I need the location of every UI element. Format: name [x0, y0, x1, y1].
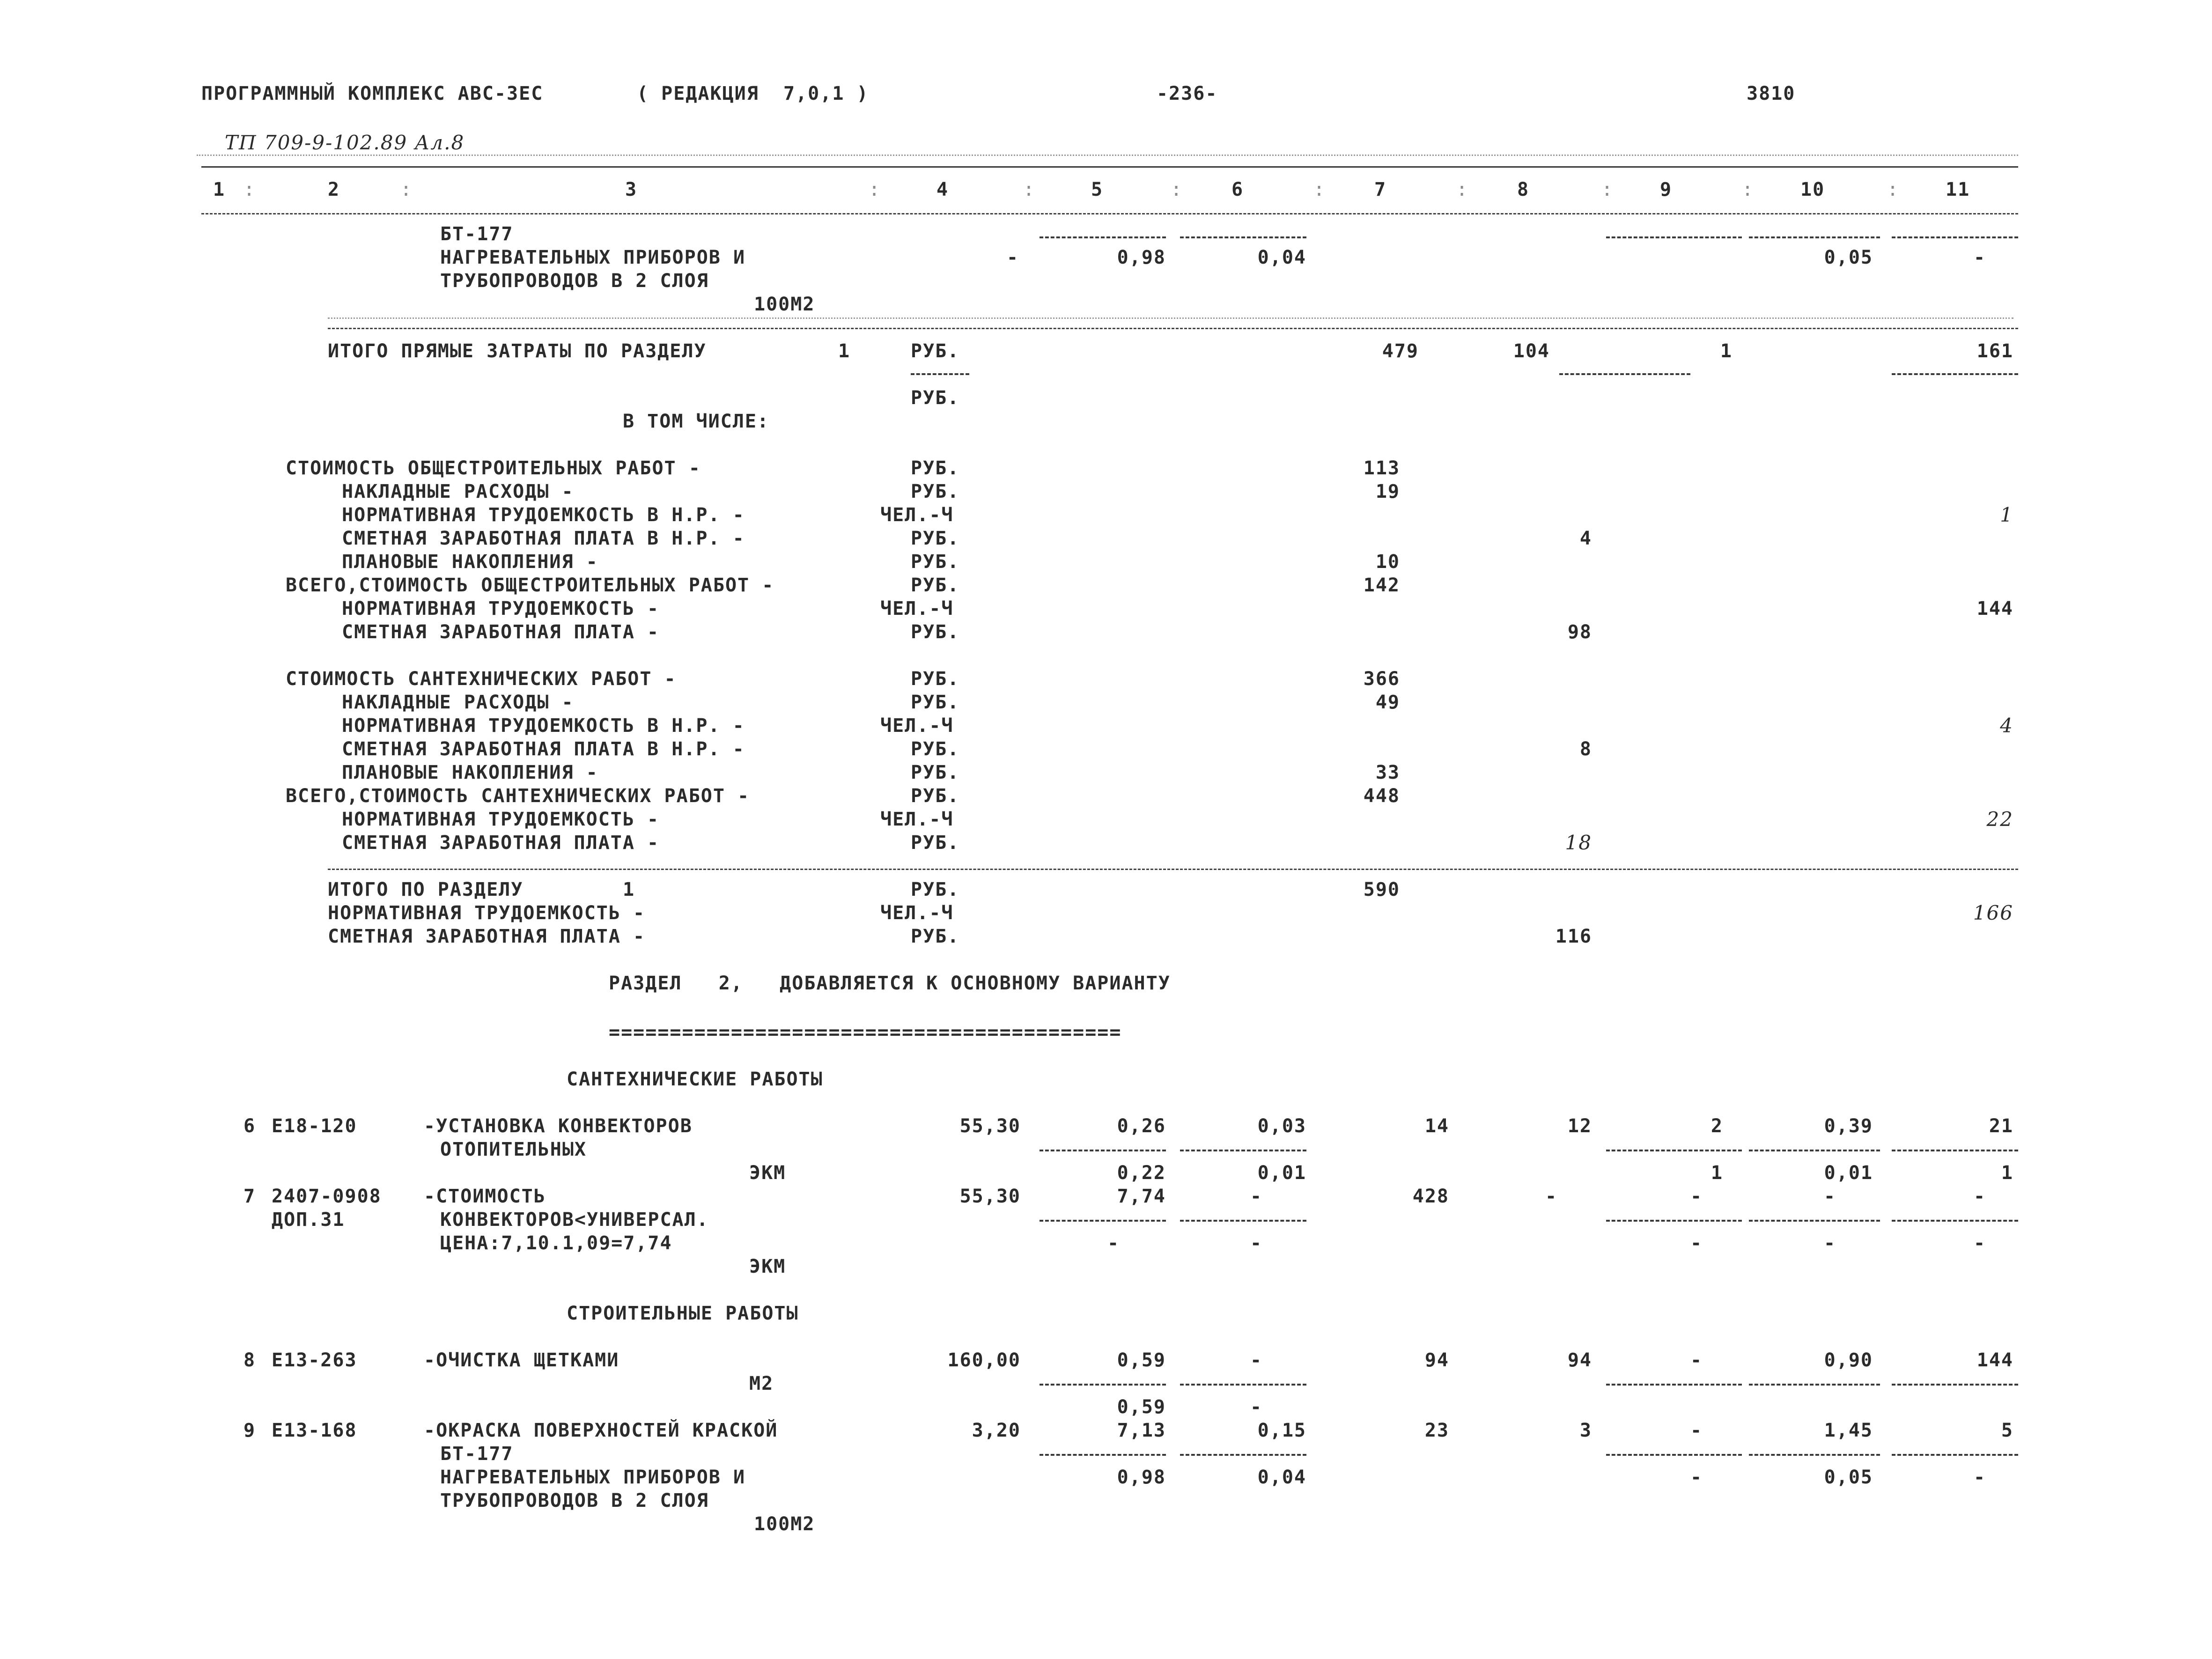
sanitary-works-heading: САНТЕХНИЧЕСКИЕ РАБОТЫ	[567, 1069, 823, 1090]
estimate-sheet: ПРОГРАММНЫЙ КОМПЛЕКС АВС-ЗЕС ( РЕДАКЦИЯ 7,0,1 ) -236- 3810 ТП 709-9-102.89 Ал.8 1 2 3 4 5 6 7 8 9 10 11 : : : : : : : : : : БТ-177 НАГРЕВАТЕЛЬНЫХ ПРИБОРОВ И ТРУБОПРОВОДОВ В 2 СЛОЯ 100М2 - 0,98 0,04 0,05 - ИТОГО ПРЯМЫЕ ЗАТРАТЫ ПО РАЗДЕЛУ 1 РУБ. 479 104 1 161 РУБ. В ТОМ ЧИСЛЕ: СТОИМОСТЬ ОБЩЕСТРОИТЕЛЬНЫХ РАБОТ - НАКЛАДНЫЕ РАСХОДЫ - НОРМАТИВНАЯ ТРУДОЕМКОСТЬ В Н.Р. - СМЕТНАЯ ЗАРАБОТНАЯ ПЛАТА В Н.Р. - ПЛАНОВЫЕ НАКОПЛЕНИЯ - ВСЕГО,СТОИМОСТЬ ОБЩЕСТРОИТЕЛЬНЫХ РАБОТ - НОРМАТИВНАЯ ТРУДОЕМКОСТЬ - СМЕТНАЯ ЗАРАБОТНАЯ ПЛАТА - РУБ. РУБ. ЧЕЛ.-Ч РУБ. РУБ. РУБ. ЧЕЛ.-Ч РУБ. 113 19 1 4 10 142 144 98 СТОИМОСТЬ САНТЕХНИЧЕСКИХ РАБОТ - НАКЛАДНЫЕ РАСХОДЫ - НОРМАТИВНАЯ ТРУДОЕМКОСТЬ В Н.Р. - СМЕТНАЯ ЗАРАБОТНАЯ ПЛАТА В Н.Р. - ПЛАНОВЫЕ НАКОПЛЕНИЯ - ВСЕГО,СТОИМОСТЬ САНТЕХНИЧЕСКИХ РАБОТ - НОРМАТИВНАЯ ТРУДОЕМКОСТЬ - СМЕТНАЯ ЗАРАБОТНАЯ ПЛАТА - РУБ. РУБ. ЧЕЛ.-Ч РУБ. РУБ. РУБ. ЧЕЛ.-Ч РУБ. 366 49 4 8 33 448 22 18 ИТОГО ПО РАЗДЕЛУ 1 НОРМАТИВНАЯ ТРУДОЕМКОСТЬ - СМЕТНАЯ ЗАРАБОТНАЯ ПЛАТА - РУБ. ЧЕЛ.-Ч РУБ. 590 166 116 РАЗДЕЛ 2, ДОБАВЛЯЕТСЯ К ОСНОВНОМУ ВАРИАНТУ ========================================== САНТЕХНИЧЕСКИЕ РАБОТЫ 6 Е18-120 -УСТАНОВКА КОНВЕКТОРОВ ОТОПИТЕЛЬНЫХ ЭКМ 55,30 0,26 0,03 14 12 2 0,39 21 0,22 0,01 1 0,01 1 7 2407-0908 ДОП.31 -СТОИМОСТЬ КОНВЕКТОРОВ<УНИВЕРСАЛ. ЦЕНА:7,10.1,09=7,74 ЭКМ 55,30 7,74 - 428 - - - - - - - - - СТРОИТЕЛЬНЫЕ РАБОТЫ 8 Е13-263 -ОЧИСТКА ЩЕТКАМИ М2 160,00 0,59 - 94 94 - 0,90 144 0,59 - 9 Е13-168 -ОКРАСКА ПОВЕРХНОСТЕЙ КРАСКОЙ БТ-177 НАГРЕВАТЕЛЬНЫХ ПРИБОРОВ И ТРУБОПРОВОДОВ В 2 СЛОЯ 100М2 3,20 7,13 0,15 23 3 - 1,45 5 0,98 0,04 - 0,05 -	[0, 0, 2212, 1659]
col-5: 5	[1091, 179, 1104, 200]
total-c9: 1	[1720, 340, 1733, 362]
total-direct-costs-label: ИТОГО ПРЯМЫЕ ЗАТРАТЫ ПО РАЗДЕЛУ	[328, 340, 707, 362]
total-c8: 104	[1513, 340, 1550, 362]
carry-c6: 0,04	[1257, 247, 1306, 268]
carry-c5: 0,98	[1117, 247, 1166, 268]
col-9: 9	[1660, 179, 1673, 200]
document-code: 3810	[1747, 83, 1796, 104]
in-that-label: В ТОМ ЧИСЛЕ:	[623, 411, 769, 432]
col-7: 7	[1374, 179, 1387, 200]
row-9-code: Е13-168	[272, 1420, 357, 1441]
row-6-code: Е18-120	[272, 1115, 357, 1137]
row-6-number: 6	[243, 1115, 256, 1137]
carry-line-3: ТРУБОПРОВОДОВ В 2 СЛОЯ	[440, 270, 709, 292]
construction-works-heading: СТРОИТЕЛЬНЫЕ РАБОТЫ	[567, 1303, 799, 1324]
carry-c10: 0,05	[1824, 247, 1873, 268]
col-4: 4	[936, 179, 949, 200]
col-6: 6	[1231, 179, 1244, 200]
col-3: 3	[625, 179, 638, 200]
col-8: 8	[1517, 179, 1530, 200]
section-2-title: РАЗДЕЛ 2, ДОБАВЛЯЕТСЯ К ОСНОВНОМУ ВАРИАНТУ	[609, 973, 1171, 994]
col-2: 2	[328, 179, 340, 200]
carry-line-1: БТ-177	[440, 223, 514, 245]
row-7-code: 2407-0908	[272, 1186, 382, 1207]
row-8-number: 8	[243, 1349, 256, 1371]
table-top-rule	[201, 166, 2018, 168]
carry-unit: 100М2	[754, 294, 815, 315]
row-9-number: 9	[243, 1420, 256, 1441]
total-c7: 479	[1382, 340, 1419, 362]
handwritten-reference: ТП 709-9-102.89 Ал.8	[225, 131, 465, 154]
program-title: ПРОГРАММНЫЙ КОМПЛЕКС АВС-ЗЕС	[201, 83, 544, 104]
row-8-code: Е13-263	[272, 1349, 357, 1371]
column-header-rule	[201, 213, 2018, 214]
col-11: 11	[1946, 179, 1970, 200]
carry-line-2: НАГРЕВАТЕЛЬНЫХ ПРИБОРОВ И	[440, 247, 746, 268]
total-c11: 161	[1976, 340, 2013, 362]
section-2-rule: ==========================================	[609, 1022, 1122, 1043]
page-number: -236-	[1157, 83, 1218, 104]
col-1: 1	[213, 179, 226, 200]
col-10: 10	[1800, 179, 1825, 200]
row-7-number: 7	[243, 1186, 256, 1207]
reference-dotted-line	[197, 155, 2018, 156]
edition-label: ( РЕДАКЦИЯ 7,0,1 )	[637, 83, 869, 104]
